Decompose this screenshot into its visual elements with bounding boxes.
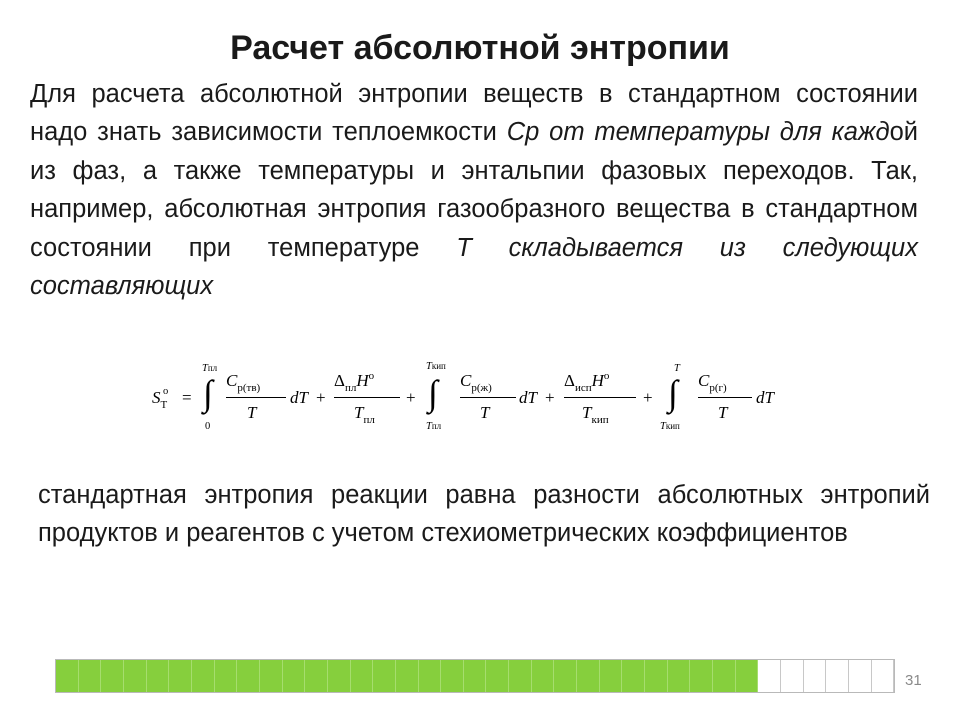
plus-4: + [643, 388, 653, 407]
progress-cell-done [668, 660, 691, 692]
progress-cell-todo [872, 660, 895, 692]
progress-cell-done [486, 660, 509, 692]
progress-cell-done [328, 660, 351, 692]
term3-numerator: $C_{p(ж)}$ [460, 371, 492, 394]
term1-denominator: T [247, 403, 257, 422]
progress-cell-todo [758, 660, 781, 692]
intro-text-run: Т складывается из следующих составляющих [30, 233, 918, 301]
progress-cell-done [690, 660, 713, 692]
progress-cell-done [532, 660, 555, 692]
progress-cell-done [79, 660, 102, 692]
term5-denominator: T [718, 403, 728, 422]
page-number: 31 [905, 672, 922, 689]
progress-cell-done [147, 660, 170, 692]
progress-cell-done [464, 660, 487, 692]
progress-cell-done [396, 660, 419, 692]
term2-numerator: $\Delta_{пл}H^o$ [334, 370, 375, 394]
progress-cell-done [645, 660, 668, 692]
plus-1: + [316, 388, 326, 407]
progress-cell-done [169, 660, 192, 692]
progress-cell-todo [781, 660, 804, 692]
int3-lower: Tкип [660, 421, 680, 432]
progress-cell-done [192, 660, 215, 692]
intro-text-run: Ср от температуры для кажд [506, 118, 890, 147]
progress-cell-done [351, 660, 374, 692]
progress-cell-done [713, 660, 736, 692]
plus-2: + [406, 388, 416, 407]
integral-sign-2: ∫ [428, 373, 438, 413]
progress-cell-done [260, 660, 283, 692]
progress-cell-done [736, 660, 759, 692]
formula-lhs-sup: o [163, 386, 169, 397]
progress-cell-done [600, 660, 623, 692]
slide-title: Расчет абсолютной энтропии [230, 29, 730, 67]
progress-cell-done [509, 660, 532, 692]
progress-cell-done [215, 660, 238, 692]
formula-equals: = [182, 388, 192, 407]
progress-cell-done [237, 660, 260, 692]
progress-cell-done [124, 660, 147, 692]
frac-line-4 [564, 397, 636, 398]
frac-line-1 [226, 397, 286, 398]
plus-3: + [545, 388, 555, 407]
integral-sign-1: ∫ [203, 373, 213, 413]
progress-cell-done [305, 660, 328, 692]
term5-dT: dT [756, 388, 774, 407]
progress-cell-done [101, 660, 124, 692]
term4-denominator: $T_{кип}$ [582, 403, 609, 426]
progress-cell-done [554, 660, 577, 692]
intro-text-run: ой из фаз, а также температуры и энтальпии фазовых переходов. Так, например, абсолютная энтропия газообразного вещества в стандартном состоянии при температуре [30, 118, 918, 262]
term5-numerator: $C_{p(г)}$ [698, 371, 727, 394]
term2-denominator: $T_{пл}$ [354, 403, 375, 426]
term4-numerator: $\Delta_{исп}H^o$ [564, 370, 610, 394]
int3-upper: T [674, 363, 680, 374]
term3-denominator: T [480, 403, 490, 422]
progress-cell-done [56, 660, 79, 692]
entropy-formula [150, 355, 790, 445]
int1-upper: Tпл [202, 363, 218, 374]
term1-numerator: $C_{p(тв)}$ [226, 371, 261, 394]
int1-lower: 0 [205, 421, 211, 432]
term1-dT: dT [290, 388, 308, 407]
term3-dT: dT [519, 388, 537, 407]
progress-cell-done [622, 660, 645, 692]
int2-upper: Tкип [426, 361, 446, 372]
progress-cell-todo [804, 660, 827, 692]
progress-cell-todo [849, 660, 872, 692]
int2-lower: Tпл [426, 421, 442, 432]
frac-line-2 [334, 397, 400, 398]
integral-sign-3: ∫ [668, 373, 678, 413]
progress-cell-done [373, 660, 396, 692]
progress-cell-done [577, 660, 600, 692]
formula-lhs: $S_T$ [152, 388, 168, 411]
intro-paragraph [30, 75, 918, 305]
slide-progress-bar [55, 659, 895, 693]
frac-line-5 [698, 397, 752, 398]
progress-cell-done [283, 660, 306, 692]
intro-text-run: Для расчета абсолютной энтропии веществ в стандартном состоянии надо знать зависимости теплоемкости [30, 80, 918, 147]
conclusion-paragraph: стандартная энтропия реакции равна разности абсолютных энтропий продуктов и реагентов с учетом стехиометрических коэффициентов [38, 481, 930, 548]
progress-cell-done [419, 660, 442, 692]
progress-cell-todo [826, 660, 849, 692]
progress-cell-done [441, 660, 464, 692]
frac-line-3 [460, 397, 516, 398]
